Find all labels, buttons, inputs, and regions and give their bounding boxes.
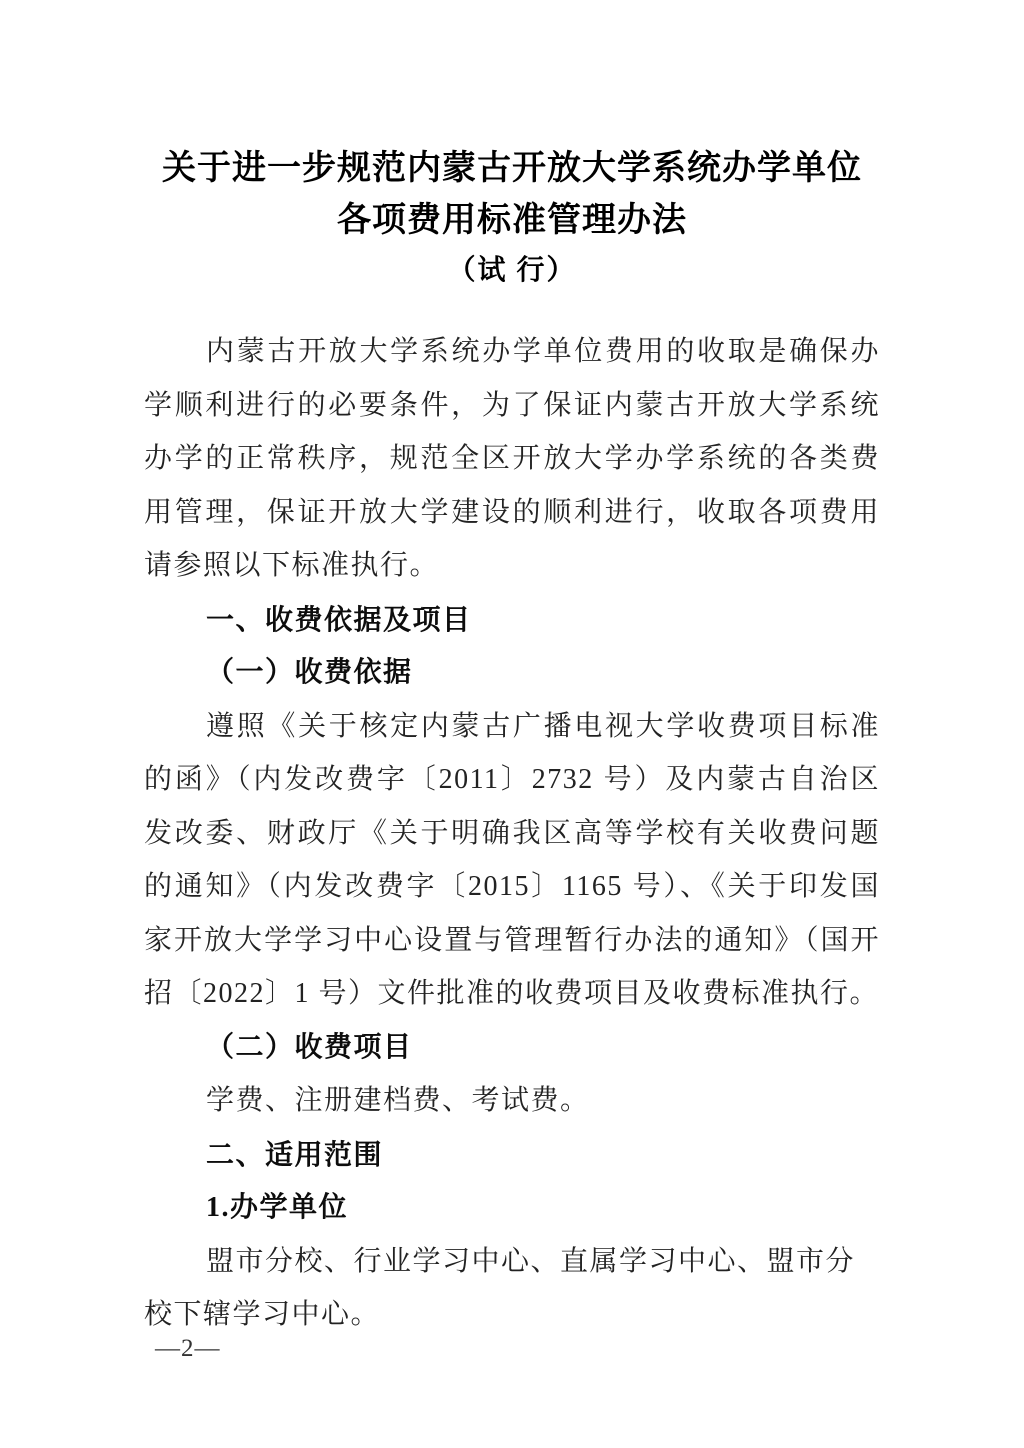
document-title	[144, 143, 880, 247]
heading-section-1-2: （二）收费项目	[206, 1031, 413, 1063]
paragraph-fee-items: 学费、注册建档费、考试费。	[206, 1085, 590, 1116]
title-line-2: 各项费用标准管理办法	[337, 202, 687, 239]
paragraph-fee-basis: 遵照《关于核定内蒙古广播电视大学收费项目标准的函》（内发改费字〔2011〕2732 号）及内蒙古自治区发改委、财政厅《关于明确我区高等学校有关收费问题的通知》（内发改费字〔2015〕1165 号）、《关于印发国家开放大学学习中心设置与管理暂行办法的通知》（国开招〔2022〕1 号）文件批准的收费项目及收费标准执行。	[144, 710, 880, 1009]
document-body	[144, 325, 880, 1342]
heading-section-2-1: 1.办学单位	[206, 1192, 349, 1223]
document-content	[144, 0, 880, 1342]
heading-section-2: 二、适用范围	[206, 1138, 384, 1170]
heading-section-1-1: （一）收费依据	[206, 657, 413, 688]
paragraph-intro: 内蒙古开放大学系统办学单位费用的收取是确保办学顺利进行的必要条件，为了保证内蒙古开放大学系统办学的正常秩序，规范全区开放大学办学系统的各类费用管理，保证开放大学建设的顺利进行，收取各项费用请参照以下标准执行。	[144, 336, 880, 581]
title-line-1: 关于进一步规范内蒙古开放大学系统办学单位	[162, 150, 862, 187]
page-number: —2—	[155, 1335, 221, 1362]
document-subtitle: （试 行）	[447, 255, 577, 286]
heading-section-1: 一、收费依据及项目	[206, 603, 472, 635]
paragraph-units: 盟市分校、行业学习中心、直属学习中心、盟市分校下辖学习中心。	[144, 1245, 856, 1330]
